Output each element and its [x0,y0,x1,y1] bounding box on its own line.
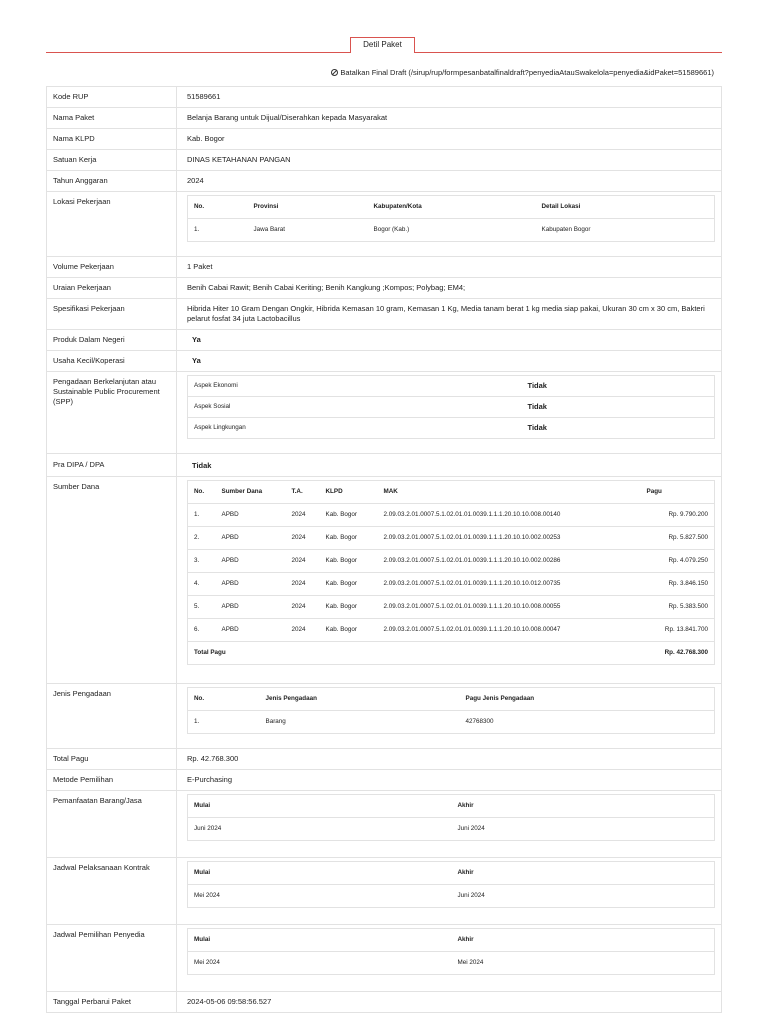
value: Kab. Bogor [187,134,225,143]
cell: Kab. Bogor [320,619,378,642]
label: Lokasi Pekerjaan [47,192,177,256]
col-header: Mulai [188,929,452,952]
cell: Aspek Sosial [188,397,522,418]
value: Ya [192,356,201,365]
row-satuan-kerja [47,150,721,171]
row-spp [47,372,721,454]
cell: 2024 [286,504,320,527]
cell: Jawa Barat [253,226,285,233]
label: Volume Pekerjaan [47,257,177,277]
row-pdn [47,330,721,351]
tab-detil-paket[interactable]: Detil Paket [350,37,415,53]
label: Tanggal Perbarui Paket [47,992,177,1012]
lokasi-table [187,195,715,242]
cell: Tidak [522,376,715,397]
row-spesifikasi [47,299,721,330]
cell: 2024 [286,527,320,550]
label: Sumber Dana [47,477,177,683]
col-header: KLPD [320,481,378,504]
col-header: T.A. [286,481,320,504]
cell: APBD [216,596,286,619]
cell: 42768300 [465,718,494,725]
label: Jadwal Pemilihan Penyedia [47,925,177,991]
cell: 1. [194,718,200,725]
cell: Rp. 9.790.200 [641,504,715,527]
cell: Rp. 5.827.500 [641,527,715,550]
row-jenis-pengadaan [47,684,721,749]
cell: 2024 [286,550,320,573]
col-header: Detail Lokasi [536,196,715,219]
value: Belanja Barang untuk Dijual/Diserahkan kepada Masyarakat [187,113,388,122]
cancel-final-draft-link[interactable] [331,68,714,77]
total-label: Total Pagu [194,649,226,656]
cell: Tidak [522,397,715,418]
cell: Mei 2024 [194,892,220,899]
row-volume [47,257,721,278]
col-header: Mulai [188,862,452,885]
cell: 3. [188,550,216,573]
row-metode [47,770,721,791]
col-header: Pagu Jenis Pengadaan [460,688,715,711]
row-jadwal-kontrak [47,858,721,925]
label: Jenis Pengadaan [47,684,177,748]
cell: Kab. Bogor [320,550,378,573]
cell: Kab. Bogor [320,573,378,596]
col-header: Akhir [452,862,715,885]
value: 2024 [187,176,204,185]
cell: Rp. 3.846.150 [641,573,715,596]
cell: Kab. Bogor [320,504,378,527]
cell: APBD [216,527,286,550]
row-nama-klpd [47,129,721,150]
ban-icon [331,69,338,76]
detail-table [46,86,722,1013]
jadwal-kontrak-table [187,861,715,908]
cell: 2.09.03.2.01.0007.5.1.02.01.01.0039.1.1.1.20.10.10.008.00047 [378,619,641,642]
row-sumber-dana [47,477,721,684]
cell: 2024 [286,619,320,642]
row-nama-paket [47,108,721,129]
cell: 2.09.03.2.01.0007.5.1.02.01.01.0039.1.1.1.20.10.10.012.00735 [378,573,641,596]
value: Benih Cabai Rawit; Benih Cabai Keriting; Benih Kangkung ;Kompos; Polybag; EM4; [187,283,466,292]
spp-table [187,375,715,439]
col-header: Mulai [188,795,452,818]
cell: APBD [216,550,286,573]
col-header: Provinsi [248,196,368,219]
table-row [188,418,715,439]
label: Pemanfaatan Barang/Jasa [47,791,177,857]
table-row [188,550,715,573]
table-row [188,397,715,418]
cell: 2.09.03.2.01.0007.5.1.02.01.01.0039.1.1.1.20.10.10.008.00140 [378,504,641,527]
label: Usaha Kecil/Koperasi [47,351,177,371]
cell: 2024 [286,596,320,619]
cell: 4. [188,573,216,596]
value: Tidak [192,461,212,470]
cell: Aspek Lingkungan [194,424,246,431]
row-total-pagu [47,749,721,770]
cancel-link-text: Batalkan Final Draft (/sirup/rup/formpesanbatalfinaldraft?penyediaAtauSwakelola=penyedia&idPaket=51589661) [340,68,714,77]
col-header: Pagu [641,481,715,504]
value: Ya [192,335,201,344]
cell: Kab. Bogor [320,596,378,619]
cell: 2.09.03.2.01.0007.5.1.02.01.01.0039.1.1.1.20.10.10.008.00055 [378,596,641,619]
row-tanggal-perbarui [47,992,721,1012]
label: Pengadaan Berkelanjutan atau Sustainable Public Procurement (SPP) [47,372,177,453]
table-row [188,573,715,596]
table-row [188,818,715,841]
col-header: Akhir [452,795,715,818]
jenis-pengadaan-table [187,687,715,734]
label: Spesifikasi Pekerjaan [47,299,177,329]
label: Nama KLPD [47,129,177,149]
col-header: Kabupaten/Kota [368,196,536,219]
label: Nama Paket [47,108,177,128]
cell: Mei 2024 [457,959,484,966]
total-value: Rp. 42.768.300 [664,649,708,656]
cell: 1. [188,504,216,527]
label: Tahun Anggaran [47,171,177,191]
total-row [188,642,715,665]
label: Pra DIPA / DPA [47,454,177,476]
table-row [188,619,715,642]
cell: Kabupaten Bogor [541,226,591,233]
cell: Barang [265,718,286,725]
row-ukk [47,351,721,372]
cell: 1. [194,226,200,233]
sumber-dana-table [187,480,715,665]
cell: Juni 2024 [194,825,222,832]
cell: Tidak [527,423,547,432]
cell: Rp. 4.079.250 [641,550,715,573]
value: 51589661 [187,92,221,101]
value: 2024-05-06 09:58:56.527 [187,997,272,1006]
cell: 5. [188,596,216,619]
table-row [188,376,715,397]
value: 1 Paket [187,262,213,271]
value: Rp. 42.768.300 [187,754,239,763]
cell: Aspek Ekonomi [188,376,522,397]
value: E-Purchasing [187,775,233,784]
label: Satuan Kerja [47,150,177,170]
cell: APBD [216,573,286,596]
label: Jadwal Pelaksanaan Kontrak [47,858,177,924]
col-header: No. [188,688,260,711]
col-header: Sumber Dana [216,481,286,504]
row-uraian [47,278,721,299]
label: Kode RUP [47,87,177,107]
table-row [188,885,715,908]
table-row [188,527,715,550]
cell: APBD [216,619,286,642]
cell: Kab. Bogor [320,527,378,550]
pemanfaatan-table [187,794,715,841]
cell: Rp. 5.383.500 [641,596,715,619]
cell: Juni 2024 [457,825,485,832]
cell: Rp. 13.841.700 [641,619,715,642]
cell: 6. [188,619,216,642]
jadwal-pemilihan-table [187,928,715,975]
cell: 2024 [286,573,320,596]
row-pra-dipa [47,454,721,477]
value: Hibrida Hiter 10 Gram Dengan Ongkir, Hibrida Kemasan 10 gram, Kemasan 1 Kg, Media tanam berat 1 kg media siap pakai, Ukuran 30 cm x 30 cm, Bakteri pelarut fosfat 34 juta Lactobacillus [187,304,705,323]
cell: APBD [216,504,286,527]
table-row [188,504,715,527]
table-row [188,952,715,975]
label: Metode Pemilihan [47,770,177,790]
row-pemanfaatan [47,791,721,858]
cell: 2.09.03.2.01.0007.5.1.02.01.01.0039.1.1.1.20.10.10.002.00253 [378,527,641,550]
row-jadwal-pemilihan [47,925,721,992]
cell: Mei 2024 [194,959,220,966]
label: Total Pagu [47,749,177,769]
table-row [188,711,715,734]
col-header: Jenis Pengadaan [260,688,460,711]
cell: Juni 2024 [457,892,485,899]
col-header: MAK [378,481,641,504]
cell: 2.09.03.2.01.0007.5.1.02.01.01.0039.1.1.1.20.10.10.002.00286 [378,550,641,573]
row-lokasi [47,192,721,257]
cell: Bogor (Kab.) [373,226,410,233]
col-header: No. [188,196,248,219]
table-row [188,596,715,619]
col-header: No. [188,481,216,504]
row-kode-rup [47,87,721,108]
label: Produk Dalam Negeri [47,330,177,350]
label: Uraian Pekerjaan [47,278,177,298]
col-header: Akhir [452,929,715,952]
value: DINAS KETAHANAN PANGAN [187,155,291,164]
table-row [188,219,715,242]
cell: 2. [188,527,216,550]
row-tahun-anggaran [47,171,721,192]
